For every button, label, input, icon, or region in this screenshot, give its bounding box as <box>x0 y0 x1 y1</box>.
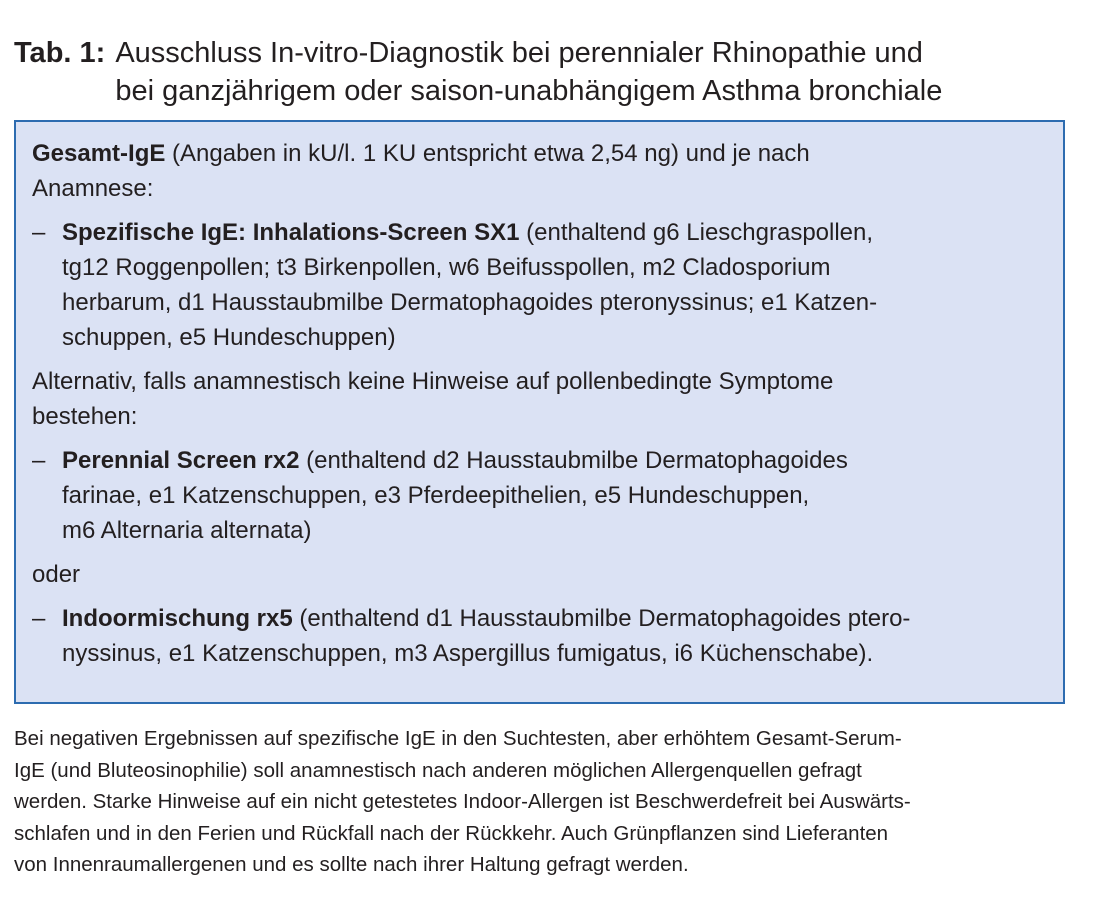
item-line <box>62 215 877 250</box>
caption-line: bei ganzjährigem oder saison-unabhängigem Asthma bronchiale <box>115 75 943 107</box>
item-line <box>62 601 910 636</box>
item-text: (enthaltend d1 Hausstaubmilbe Dermatophagoides ptero- <box>292 605 911 632</box>
item-text: (enthaltend d2 Hausstaubmilbe Dermatophagoides <box>299 447 848 474</box>
item-line: nyssinus, e1 Katzenschuppen, m3 Aspergillus fumigatus, i6 Küchenschabe). <box>62 640 874 667</box>
alt-line: Alternativ, falls anamnestisch keine Hinweise auf pollenbedingte Symptome <box>32 368 834 395</box>
footnote-line: Bei negativen Ergebnissen auf spezifische IgE in den Suchtesten, aber erhöhtem Gesamt-Serum- <box>14 727 902 750</box>
footnote-line: werden. Starke Hinweise auf ein nicht getestetes Indoor-Allergen ist Beschwerdefreit bei Auswärts- <box>14 790 911 813</box>
list-item <box>32 443 1047 548</box>
item-bold-term: Spezifische IgE: Inhalations-Screen SX1 <box>62 219 520 246</box>
alt-line: bestehen: <box>32 403 138 430</box>
item-bold-term: Perennial Screen rx2 <box>62 447 300 474</box>
table-box <box>14 120 1065 704</box>
table-title <box>14 34 1084 110</box>
caption-line: Ausschluss In-vitro-Diagnostik bei perennialer Rhinopathie und <box>115 37 923 69</box>
alternative-paragraph <box>32 364 1047 434</box>
item-line: farinae, e1 Katzenschuppen, e3 Pferdeepithelien, e5 Hundeschuppen, <box>62 482 810 509</box>
list-item-body <box>62 215 877 355</box>
dash-bullet: – <box>32 219 46 246</box>
item-line: herbarum, d1 Hausstaubmilbe Dermatophagoides pteronyssinus; e1 Katzen- <box>62 289 878 316</box>
item-line: schuppen, e5 Hundeschuppen) <box>62 324 396 351</box>
footnote-line: von Innenraumallergenen und es sollte nach ihrer Haltung gefragt werden. <box>14 853 689 876</box>
list-item-body <box>62 601 910 671</box>
footnote-line: IgE (und Bluteosinophilie) soll anamnestisch nach anderen möglichen Allergenquellen gefragt <box>14 758 862 782</box>
footnote-line: schlafen und in den Ferien und Rückfall nach der Rückkehr. Auch Grünpflanzen sind Lieferanten <box>14 821 889 845</box>
list-item <box>32 215 1047 355</box>
item-line: m6 Alternaria alternata) <box>62 517 312 544</box>
list-item <box>32 601 1047 671</box>
or-text: oder <box>32 561 81 588</box>
item-text: (enthaltend g6 Lieschgraspollen, <box>519 219 874 246</box>
intro-line: Anamnese: <box>32 175 154 202</box>
footnote-paragraph <box>14 723 1094 881</box>
list-item-body <box>62 443 848 548</box>
dash-bullet: – <box>32 447 46 474</box>
intro-line <box>32 136 1047 171</box>
item-line <box>62 443 848 478</box>
dash-bullet: – <box>32 605 46 632</box>
intro-bold-term: Gesamt-IgE <box>32 140 166 167</box>
intro-paragraph <box>32 136 1047 206</box>
item-bold-term: Indoormischung rx5 <box>62 605 293 632</box>
table-caption <box>115 34 1084 110</box>
or-paragraph <box>32 557 1047 592</box>
intro-text: (Angaben in kU/l. 1 KU entspricht etwa 2,54 ng) und je nach <box>165 140 810 167</box>
table-label: Tab. 1: <box>14 37 106 69</box>
item-line: tg12 Roggenpollen; t3 Birkenpollen, w6 Beifusspollen, m2 Cladosporium <box>62 254 831 281</box>
